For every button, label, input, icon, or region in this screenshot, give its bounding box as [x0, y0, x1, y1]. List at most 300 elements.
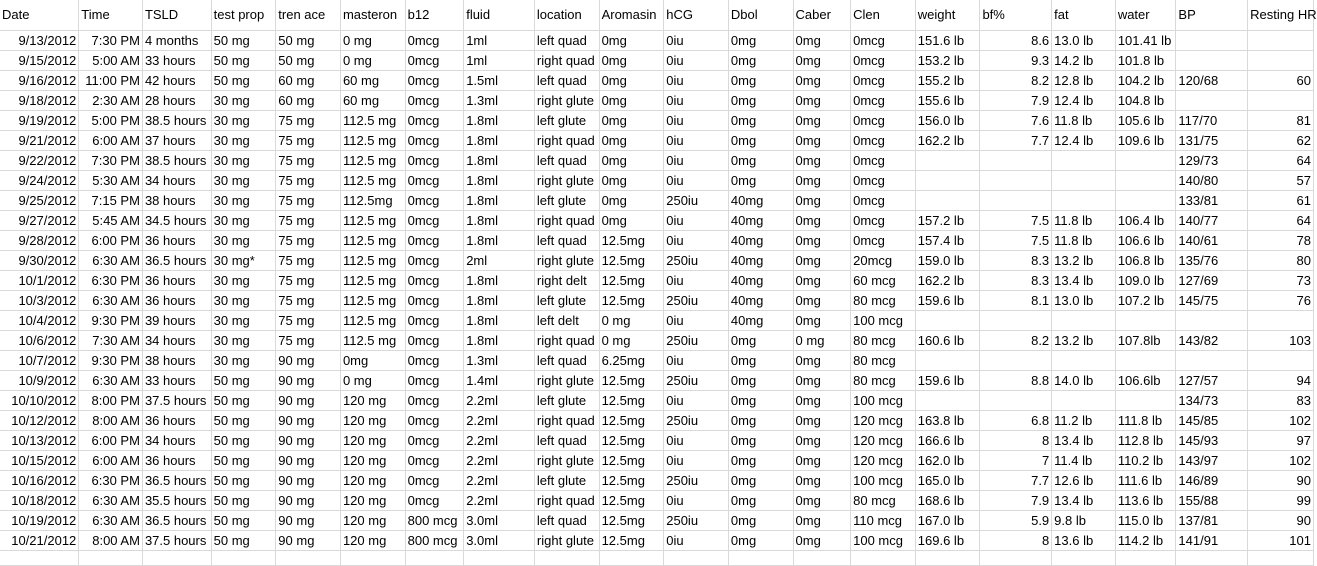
cell-clen[interactable]: 0mcg — [851, 91, 916, 111]
cell-tren[interactable]: 90 mg — [276, 531, 341, 551]
cell-tren[interactable]: 75 mg — [276, 191, 341, 211]
cell-clen[interactable]: 20mcg — [851, 251, 916, 271]
cell-weight[interactable]: 163.8 lb — [915, 411, 980, 431]
cell-rhr[interactable] — [1248, 91, 1314, 111]
cell-water[interactable]: 101.41 lb — [1115, 31, 1176, 51]
cell-dbol[interactable]: 0mg — [728, 51, 793, 71]
cell-bp[interactable]: 133/81 — [1176, 191, 1248, 211]
cell-time[interactable]: 6:30 PM — [79, 471, 143, 491]
cell-b12[interactable]: 0mcg — [405, 451, 464, 471]
cell-caber[interactable]: 0mg — [793, 351, 851, 371]
cell-clen[interactable]: 0mcg — [851, 111, 916, 131]
cell-bf[interactable]: 8.3 — [980, 271, 1052, 291]
cell-empty[interactable] — [793, 551, 851, 566]
cell-time[interactable]: 6:00 PM — [79, 231, 143, 251]
cell-aro[interactable]: 12.5mg — [599, 491, 664, 511]
cell-weight[interactable]: 153.2 lb — [915, 51, 980, 71]
cell-aro[interactable]: 0mg — [599, 191, 664, 211]
cell-weight[interactable] — [915, 191, 980, 211]
cell-b12[interactable]: 0mcg — [405, 491, 464, 511]
cell-hcg[interactable]: 250iu — [664, 291, 729, 311]
cell-bp[interactable]: 131/75 — [1176, 131, 1248, 151]
cell-bp[interactable]: 140/77 — [1176, 211, 1248, 231]
cell-time[interactable]: 6:30 AM — [79, 371, 143, 391]
header-cell-aro[interactable]: Aromasin — [599, 0, 664, 31]
cell-weight[interactable]: 162.2 lb — [915, 271, 980, 291]
cell-rhr[interactable]: 60 — [1248, 71, 1314, 91]
cell-clen[interactable]: 120 mcg — [851, 431, 916, 451]
cell-caber[interactable]: 0 mg — [793, 331, 851, 351]
cell-bp[interactable]: 129/73 — [1176, 151, 1248, 171]
cell-dbol[interactable]: 0mg — [728, 151, 793, 171]
cell-time[interactable]: 5:45 AM — [79, 211, 143, 231]
cell-fluid[interactable]: 1.8ml — [464, 271, 535, 291]
cell-bp[interactable]: 127/69 — [1176, 271, 1248, 291]
cell-fluid[interactable]: 2.2ml — [464, 451, 535, 471]
cell-fat[interactable]: 13.0 lb — [1052, 31, 1116, 51]
cell-water[interactable]: 111.6 lb — [1115, 471, 1176, 491]
cell-weight[interactable]: 160.6 lb — [915, 331, 980, 351]
cell-rhr[interactable]: 90 — [1248, 471, 1314, 491]
cell-aro[interactable]: 12.5mg — [599, 471, 664, 491]
cell-caber[interactable]: 0mg — [793, 511, 851, 531]
cell-date[interactable]: 9/13/2012 — [0, 31, 79, 51]
cell-empty[interactable] — [211, 551, 276, 566]
cell-weight[interactable]: 162.0 lb — [915, 451, 980, 471]
cell-fluid[interactable]: 1ml — [464, 31, 535, 51]
cell-test[interactable]: 50 mg — [211, 71, 276, 91]
cell-empty[interactable] — [728, 551, 793, 566]
cell-caber[interactable]: 0mg — [793, 471, 851, 491]
cell-time[interactable]: 8:00 AM — [79, 411, 143, 431]
cell-mast[interactable]: 112.5 mg — [340, 291, 405, 311]
cell-time[interactable]: 6:30 AM — [79, 291, 143, 311]
cell-clen[interactable]: 120 mcg — [851, 451, 916, 471]
cell-loc[interactable]: right glute — [534, 251, 599, 271]
cell-hcg[interactable]: 0iu — [664, 131, 729, 151]
cell-time[interactable]: 6:30 AM — [79, 491, 143, 511]
cell-aro[interactable]: 0mg — [599, 111, 664, 131]
cell-mast[interactable]: 112.5 mg — [340, 131, 405, 151]
cell-mast[interactable]: 120 mg — [340, 531, 405, 551]
cell-caber[interactable]: 0mg — [793, 451, 851, 471]
cell-b12[interactable]: 0mcg — [405, 331, 464, 351]
cell-tsld[interactable]: 36 hours — [142, 411, 211, 431]
cell-tren[interactable]: 75 mg — [276, 111, 341, 131]
cell-loc[interactable]: right quad — [534, 411, 599, 431]
cell-weight[interactable] — [915, 151, 980, 171]
cell-tsld[interactable]: 34.5 hours — [142, 211, 211, 231]
cell-fat[interactable]: 13.0 lb — [1052, 291, 1116, 311]
cell-date[interactable]: 9/27/2012 — [0, 211, 79, 231]
cell-aro[interactable]: 12.5mg — [599, 391, 664, 411]
cell-fluid[interactable]: 1.8ml — [464, 191, 535, 211]
cell-fat[interactable]: 14.0 lb — [1052, 371, 1116, 391]
cell-dbol[interactable]: 0mg — [728, 111, 793, 131]
cell-bf[interactable]: 8.2 — [980, 71, 1052, 91]
cell-hcg[interactable]: 0iu — [664, 531, 729, 551]
cell-fluid[interactable]: 1.4ml — [464, 371, 535, 391]
cell-date[interactable]: 9/21/2012 — [0, 131, 79, 151]
cell-bp[interactable]: 117/70 — [1176, 111, 1248, 131]
cell-aro[interactable]: 0mg — [599, 91, 664, 111]
cell-caber[interactable]: 0mg — [793, 191, 851, 211]
cell-dbol[interactable]: 0mg — [728, 371, 793, 391]
cell-tren[interactable]: 90 mg — [276, 411, 341, 431]
cell-tsld[interactable]: 36.5 hours — [142, 471, 211, 491]
cell-fat[interactable] — [1052, 351, 1116, 371]
cell-test[interactable]: 30 mg — [211, 351, 276, 371]
cell-loc[interactable]: left quad — [534, 151, 599, 171]
cell-hcg[interactable]: 0iu — [664, 311, 729, 331]
cell-b12[interactable]: 0mcg — [405, 111, 464, 131]
cell-test[interactable]: 50 mg — [211, 451, 276, 471]
cell-aro[interactable]: 0mg — [599, 171, 664, 191]
cell-rhr[interactable]: 102 — [1248, 411, 1314, 431]
cell-rhr[interactable]: 80 — [1248, 251, 1314, 271]
cell-bf[interactable]: 8.1 — [980, 291, 1052, 311]
cell-tren[interactable]: 90 mg — [276, 391, 341, 411]
cell-time[interactable]: 5:30 AM — [79, 171, 143, 191]
cell-empty[interactable] — [599, 551, 664, 566]
cell-clen[interactable]: 100 mcg — [851, 391, 916, 411]
header-cell-b12[interactable]: b12 — [405, 0, 464, 31]
cell-dbol[interactable]: 40mg — [728, 291, 793, 311]
cell-dbol[interactable]: 0mg — [728, 71, 793, 91]
cell-fat[interactable] — [1052, 171, 1116, 191]
cell-rhr[interactable]: 78 — [1248, 231, 1314, 251]
cell-mast[interactable]: 120 mg — [340, 471, 405, 491]
cell-fluid[interactable]: 1.8ml — [464, 291, 535, 311]
header-cell-fat[interactable]: fat — [1052, 0, 1116, 31]
cell-bf[interactable]: 5.9 — [980, 511, 1052, 531]
cell-fat[interactable] — [1052, 391, 1116, 411]
cell-date[interactable]: 9/24/2012 — [0, 171, 79, 191]
cell-bp[interactable]: 143/97 — [1176, 451, 1248, 471]
cell-time[interactable]: 8:00 PM — [79, 391, 143, 411]
cell-tren[interactable]: 90 mg — [276, 471, 341, 491]
cell-dbol[interactable]: 0mg — [728, 451, 793, 471]
cell-water[interactable] — [1115, 311, 1176, 331]
cell-tren[interactable]: 75 mg — [276, 131, 341, 151]
cell-date[interactable]: 9/22/2012 — [0, 151, 79, 171]
cell-aro[interactable]: 12.5mg — [599, 531, 664, 551]
cell-loc[interactable]: right quad — [534, 51, 599, 71]
cell-tsld[interactable]: 37 hours — [142, 131, 211, 151]
cell-water[interactable]: 101.8 lb — [1115, 51, 1176, 71]
cell-date[interactable]: 10/12/2012 — [0, 411, 79, 431]
cell-water[interactable]: 110.2 lb — [1115, 451, 1176, 471]
cell-weight[interactable]: 159.6 lb — [915, 371, 980, 391]
cell-rhr[interactable]: 94 — [1248, 371, 1314, 391]
cell-b12[interactable]: 0mcg — [405, 391, 464, 411]
cell-date[interactable]: 10/4/2012 — [0, 311, 79, 331]
cell-water[interactable]: 105.6 lb — [1115, 111, 1176, 131]
cell-b12[interactable]: 0mcg — [405, 311, 464, 331]
cell-fluid[interactable]: 2.2ml — [464, 411, 535, 431]
cell-tsld[interactable]: 38 hours — [142, 351, 211, 371]
cell-fluid[interactable]: 2.2ml — [464, 471, 535, 491]
cell-fluid[interactable]: 1.3ml — [464, 91, 535, 111]
cell-tren[interactable]: 90 mg — [276, 431, 341, 451]
cell-bf[interactable]: 7.5 — [980, 231, 1052, 251]
cell-tren[interactable]: 90 mg — [276, 451, 341, 471]
cell-tsld[interactable]: 28 hours — [142, 91, 211, 111]
cell-caber[interactable]: 0mg — [793, 371, 851, 391]
cell-loc[interactable]: left quad — [534, 31, 599, 51]
cell-bp[interactable]: 135/76 — [1176, 251, 1248, 271]
cell-test[interactable]: 30 mg — [211, 291, 276, 311]
cell-loc[interactable]: right glute — [534, 371, 599, 391]
cell-weight[interactable]: 156.0 lb — [915, 111, 980, 131]
cell-b12[interactable]: 0mcg — [405, 371, 464, 391]
cell-b12[interactable]: 0mcg — [405, 271, 464, 291]
cell-mast[interactable]: 120 mg — [340, 511, 405, 531]
cell-bf[interactable]: 8 — [980, 531, 1052, 551]
cell-caber[interactable]: 0mg — [793, 151, 851, 171]
cell-hcg[interactable]: 250iu — [664, 411, 729, 431]
cell-hcg[interactable]: 250iu — [664, 371, 729, 391]
cell-date[interactable]: 10/19/2012 — [0, 511, 79, 531]
cell-dbol[interactable]: 0mg — [728, 431, 793, 451]
cell-clen[interactable]: 0mcg — [851, 191, 916, 211]
header-cell-rhr[interactable]: Resting HR — [1248, 0, 1314, 31]
cell-time[interactable]: 8:00 AM — [79, 531, 143, 551]
cell-bf[interactable]: 8 — [980, 431, 1052, 451]
cell-empty[interactable] — [534, 551, 599, 566]
cell-water[interactable]: 109.6 lb — [1115, 131, 1176, 151]
cell-loc[interactable]: right quad — [534, 331, 599, 351]
cell-tsld[interactable]: 38 hours — [142, 191, 211, 211]
cell-hcg[interactable]: 0iu — [664, 431, 729, 451]
cell-water[interactable]: 107.2 lb — [1115, 291, 1176, 311]
cell-clen[interactable]: 110 mcg — [851, 511, 916, 531]
cell-fat[interactable]: 13.4 lb — [1052, 271, 1116, 291]
cell-time[interactable]: 7:30 AM — [79, 331, 143, 351]
cell-dbol[interactable]: 0mg — [728, 491, 793, 511]
cell-fat[interactable]: 13.4 lb — [1052, 491, 1116, 511]
cell-loc[interactable]: left glute — [534, 391, 599, 411]
cell-weight[interactable]: 157.2 lb — [915, 211, 980, 231]
cell-caber[interactable]: 0mg — [793, 231, 851, 251]
cell-hcg[interactable]: 0iu — [664, 351, 729, 371]
cell-time[interactable]: 6:30 AM — [79, 251, 143, 271]
cell-test[interactable]: 50 mg — [211, 391, 276, 411]
cell-date[interactable]: 10/3/2012 — [0, 291, 79, 311]
cell-mast[interactable]: 0mg — [340, 351, 405, 371]
cell-fluid[interactable]: 2.2ml — [464, 391, 535, 411]
cell-dbol[interactable]: 0mg — [728, 511, 793, 531]
cell-empty[interactable] — [276, 551, 341, 566]
cell-date[interactable]: 10/16/2012 — [0, 471, 79, 491]
cell-clen[interactable]: 0mcg — [851, 151, 916, 171]
cell-test[interactable]: 30 mg — [211, 131, 276, 151]
cell-weight[interactable]: 159.0 lb — [915, 251, 980, 271]
cell-mast[interactable]: 120 mg — [340, 411, 405, 431]
cell-tsld[interactable]: 34 hours — [142, 431, 211, 451]
cell-dbol[interactable]: 40mg — [728, 231, 793, 251]
cell-bp[interactable]: 145/85 — [1176, 411, 1248, 431]
cell-date[interactable]: 9/18/2012 — [0, 91, 79, 111]
cell-fat[interactable] — [1052, 151, 1116, 171]
cell-loc[interactable]: left quad — [534, 431, 599, 451]
cell-empty[interactable] — [142, 551, 211, 566]
cell-tsld[interactable]: 36.5 hours — [142, 511, 211, 531]
cell-hcg[interactable]: 0iu — [664, 451, 729, 471]
cell-fat[interactable]: 11.4 lb — [1052, 451, 1116, 471]
cell-water[interactable] — [1115, 171, 1176, 191]
cell-b12[interactable]: 800 mcg — [405, 511, 464, 531]
cell-aro[interactable]: 12.5mg — [599, 511, 664, 531]
cell-time[interactable]: 6:00 PM — [79, 431, 143, 451]
header-cell-tren[interactable]: tren ace — [276, 0, 341, 31]
cell-caber[interactable]: 0mg — [793, 211, 851, 231]
cell-aro[interactable]: 12.5mg — [599, 371, 664, 391]
cell-tsld[interactable]: 38.5 hours — [142, 151, 211, 171]
cell-bf[interactable] — [980, 391, 1052, 411]
cell-empty[interactable] — [1052, 551, 1116, 566]
cell-mast[interactable]: 112.5mg — [340, 191, 405, 211]
cell-aro[interactable]: 12.5mg — [599, 251, 664, 271]
cell-test[interactable]: 30 mg — [211, 231, 276, 251]
cell-fat[interactable]: 9.8 lb — [1052, 511, 1116, 531]
cell-hcg[interactable]: 0iu — [664, 231, 729, 251]
header-cell-test[interactable]: test prop — [211, 0, 276, 31]
cell-bf[interactable]: 7.9 — [980, 491, 1052, 511]
cell-loc[interactable]: right delt — [534, 271, 599, 291]
cell-clen[interactable]: 80 mcg — [851, 371, 916, 391]
header-cell-caber[interactable]: Caber — [793, 0, 851, 31]
cell-bf[interactable]: 7.6 — [980, 111, 1052, 131]
cell-rhr[interactable]: 97 — [1248, 431, 1314, 451]
cell-empty[interactable] — [664, 551, 729, 566]
cell-tren[interactable]: 50 mg — [276, 51, 341, 71]
cell-rhr[interactable] — [1248, 31, 1314, 51]
header-cell-bp[interactable]: BP — [1176, 0, 1248, 31]
cell-aro[interactable]: 0mg — [599, 211, 664, 231]
cell-fat[interactable]: 13.2 lb — [1052, 251, 1116, 271]
cell-rhr[interactable]: 83 — [1248, 391, 1314, 411]
cell-caber[interactable]: 0mg — [793, 291, 851, 311]
cell-clen[interactable]: 0mcg — [851, 231, 916, 251]
cell-time[interactable]: 9:30 PM — [79, 311, 143, 331]
cell-dbol[interactable]: 0mg — [728, 171, 793, 191]
cell-weight[interactable]: 169.6 lb — [915, 531, 980, 551]
cell-caber[interactable]: 0mg — [793, 431, 851, 451]
cell-caber[interactable]: 0mg — [793, 31, 851, 51]
cell-clen[interactable]: 0mcg — [851, 51, 916, 71]
cell-mast[interactable]: 0 mg — [340, 51, 405, 71]
cell-bf[interactable] — [980, 351, 1052, 371]
cell-tsld[interactable]: 34 hours — [142, 331, 211, 351]
cell-rhr[interactable]: 81 — [1248, 111, 1314, 131]
cell-test[interactable]: 30 mg — [211, 111, 276, 131]
cell-b12[interactable]: 0mcg — [405, 91, 464, 111]
cell-aro[interactable]: 0 mg — [599, 331, 664, 351]
cell-weight[interactable]: 168.6 lb — [915, 491, 980, 511]
cell-test[interactable]: 30 mg — [211, 151, 276, 171]
cell-dbol[interactable]: 0mg — [728, 131, 793, 151]
cell-dbol[interactable]: 40mg — [728, 271, 793, 291]
cell-weight[interactable]: 162.2 lb — [915, 131, 980, 151]
cell-rhr[interactable]: 61 — [1248, 191, 1314, 211]
cell-fluid[interactable]: 2.2ml — [464, 491, 535, 511]
cell-hcg[interactable]: 0iu — [664, 211, 729, 231]
cell-empty[interactable] — [79, 551, 143, 566]
cell-time[interactable]: 6:00 AM — [79, 451, 143, 471]
header-cell-hcg[interactable]: hCG — [664, 0, 729, 31]
cell-date[interactable]: 10/10/2012 — [0, 391, 79, 411]
cell-fluid[interactable]: 1.8ml — [464, 171, 535, 191]
cell-tsld[interactable]: 36 hours — [142, 291, 211, 311]
cell-hcg[interactable]: 0iu — [664, 491, 729, 511]
cell-caber[interactable]: 0mg — [793, 311, 851, 331]
cell-caber[interactable]: 0mg — [793, 531, 851, 551]
cell-fluid[interactable]: 1.8ml — [464, 231, 535, 251]
cell-fat[interactable]: 11.8 lb — [1052, 111, 1116, 131]
cell-test[interactable]: 30 mg — [211, 211, 276, 231]
cell-bf[interactable]: 9.3 — [980, 51, 1052, 71]
cell-water[interactable] — [1115, 351, 1176, 371]
cell-mast[interactable]: 60 mg — [340, 91, 405, 111]
cell-mast[interactable]: 120 mg — [340, 431, 405, 451]
cell-mast[interactable]: 60 mg — [340, 71, 405, 91]
cell-bp[interactable]: 137/81 — [1176, 511, 1248, 531]
cell-loc[interactable]: right glute — [534, 171, 599, 191]
cell-time[interactable]: 5:00 PM — [79, 111, 143, 131]
cell-b12[interactable]: 0mcg — [405, 251, 464, 271]
cell-b12[interactable]: 0mcg — [405, 131, 464, 151]
cell-mast[interactable]: 112.5 mg — [340, 211, 405, 231]
cell-bp[interactable]: 140/80 — [1176, 171, 1248, 191]
cell-tsld[interactable]: 42 hours — [142, 71, 211, 91]
cell-fat[interactable]: 12.4 lb — [1052, 131, 1116, 151]
cell-test[interactable]: 30 mg — [211, 171, 276, 191]
cell-b12[interactable]: 0mcg — [405, 411, 464, 431]
header-cell-tsld[interactable]: TSLD — [142, 0, 211, 31]
cell-fluid[interactable]: 1.8ml — [464, 151, 535, 171]
cell-tsld[interactable]: 36.5 hours — [142, 251, 211, 271]
cell-mast[interactable]: 112.5 mg — [340, 231, 405, 251]
cell-b12[interactable]: 0mcg — [405, 151, 464, 171]
cell-caber[interactable]: 0mg — [793, 131, 851, 151]
cell-caber[interactable]: 0mg — [793, 171, 851, 191]
cell-aro[interactable]: 0mg — [599, 71, 664, 91]
cell-hcg[interactable]: 0iu — [664, 271, 729, 291]
cell-test[interactable]: 50 mg — [211, 371, 276, 391]
cell-hcg[interactable]: 250iu — [664, 251, 729, 271]
cell-date[interactable]: 9/25/2012 — [0, 191, 79, 211]
cell-bf[interactable]: 8.3 — [980, 251, 1052, 271]
cell-water[interactable]: 114.2 lb — [1115, 531, 1176, 551]
cell-time[interactable]: 6:00 AM — [79, 131, 143, 151]
cell-empty[interactable] — [340, 551, 405, 566]
cell-date[interactable]: 9/28/2012 — [0, 231, 79, 251]
cell-tren[interactable]: 75 mg — [276, 311, 341, 331]
cell-caber[interactable]: 0mg — [793, 71, 851, 91]
cell-rhr[interactable]: 76 — [1248, 291, 1314, 311]
cell-loc[interactable]: right glute — [534, 531, 599, 551]
cell-caber[interactable]: 0mg — [793, 271, 851, 291]
cell-date[interactable]: 9/15/2012 — [0, 51, 79, 71]
cell-weight[interactable] — [915, 391, 980, 411]
cell-water[interactable]: 104.8 lb — [1115, 91, 1176, 111]
header-cell-loc[interactable]: location — [534, 0, 599, 31]
cell-bf[interactable]: 7.7 — [980, 471, 1052, 491]
cell-weight[interactable]: 155.6 lb — [915, 91, 980, 111]
cell-caber[interactable]: 0mg — [793, 391, 851, 411]
cell-date[interactable]: 10/1/2012 — [0, 271, 79, 291]
